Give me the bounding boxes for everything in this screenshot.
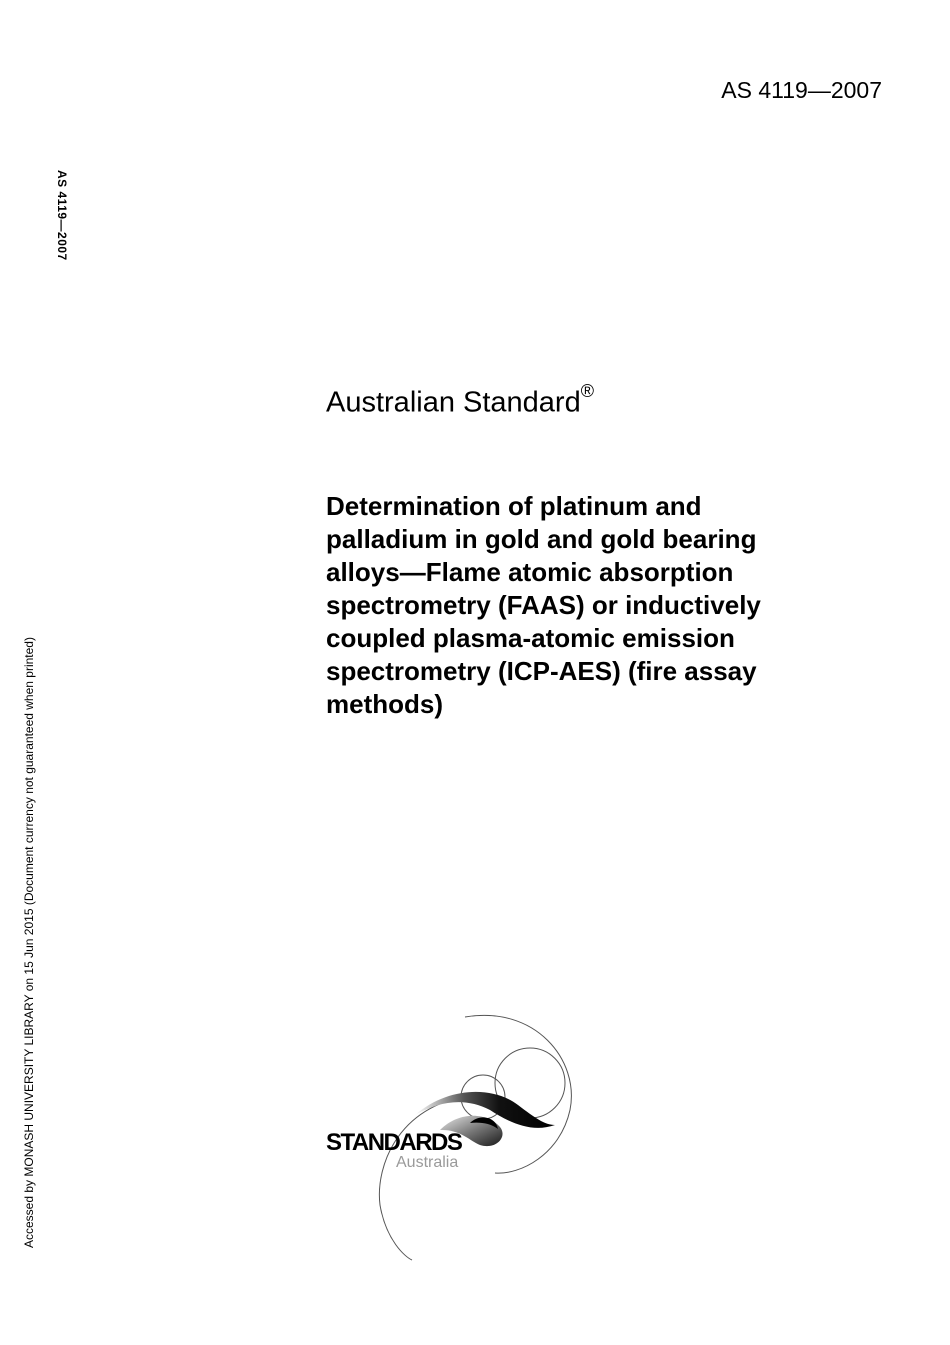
title-line: Determination of platinum and: [326, 491, 702, 521]
spine-standard-number: AS 4119—2007: [55, 170, 69, 261]
title-line: coupled plasma-atomic emission: [326, 623, 735, 653]
document-title: [326, 490, 886, 721]
series-title: [326, 381, 594, 420]
series-title-text: Australian Standard: [326, 386, 581, 419]
standards-australia-logo: [320, 1005, 590, 1270]
title-line: palladium in gold and gold bearing: [326, 524, 757, 554]
access-note: Accessed by MONASH UNIVERSITY LIBRARY on 15 Jun 2015 (Document currency not guaranteed when printed): [22, 637, 36, 1248]
standard-number-header: AS 4119—2007: [721, 77, 882, 103]
title-line: spectrometry (ICP-AES) (fire assay: [326, 656, 757, 686]
title-line: methods): [326, 689, 443, 719]
title-line: alloys—Flame atomic absorption: [326, 557, 734, 587]
title-line: spectrometry (FAAS) or inductively: [326, 590, 761, 620]
registered-mark: ®: [580, 381, 594, 401]
logo-wordmark: STANDARDS: [326, 1129, 462, 1156]
logo-subtext: Australia: [396, 1154, 459, 1171]
